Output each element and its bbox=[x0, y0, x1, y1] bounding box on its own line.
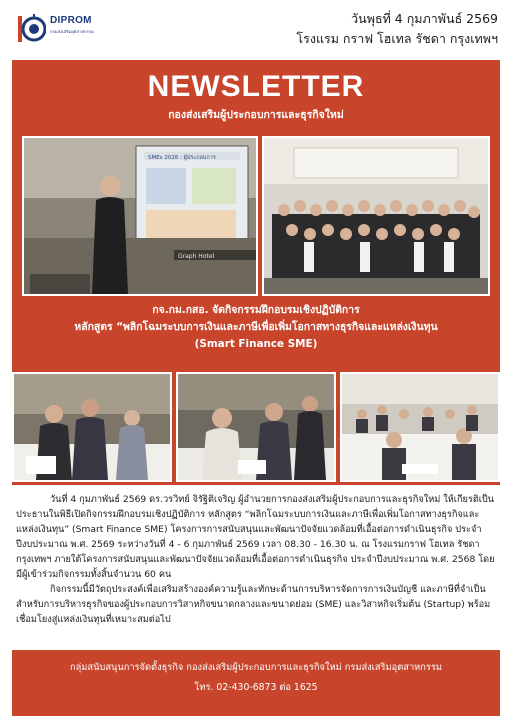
logo-subtitle: กรมส่งเสริมอุตสาหกรรม bbox=[50, 29, 94, 34]
logo-name: DIPROM bbox=[50, 15, 92, 26]
newsletter-title: NEWSLETTER bbox=[147, 70, 365, 103]
photo-training-room bbox=[340, 372, 500, 482]
photo-group bbox=[262, 136, 490, 296]
contact-footer bbox=[12, 650, 500, 716]
event-venue: โรงแรม กราฟ โฮเทล รัชดา กรุงเทพฯ bbox=[296, 31, 498, 46]
newsletter-subtitle: กองส่งเสริมผู้ประกอบการและธุรกิจใหม่ bbox=[168, 109, 344, 121]
event-title-line-1: กจ.กม.กสอ. จัดกิจกรรมฝึกอบรมเชิงปฏิบัติการ bbox=[152, 304, 360, 316]
page-header bbox=[0, 0, 512, 58]
article-body bbox=[16, 492, 496, 627]
presentation-slide-text: SMEs 2026 : ผู้ประกอบการ bbox=[148, 155, 216, 161]
footer-organization: กลุ่มสนับสนุนการจัดตั้งธุรกิจ กองส่งเสริมผู้ประกอบการและธุรกิจใหม่ กรมส่งเสริมอุตสาหกรรม bbox=[69, 662, 443, 673]
photo-participants-table bbox=[12, 372, 172, 482]
diprom-logo-mark bbox=[16, 12, 46, 46]
event-title-line-3: (Smart Finance SME) bbox=[194, 338, 318, 350]
photo-workshop-discussion bbox=[176, 372, 336, 482]
event-title bbox=[12, 302, 500, 353]
event-date: วันพุธที่ 4 กุมภาพันธ์ 2569 bbox=[351, 11, 498, 26]
newsletter-banner bbox=[12, 60, 500, 485]
diprom-logo bbox=[16, 12, 146, 48]
article-paragraph-2: กิจกรรมนี้มีวัตถุประสงค์เพื่อเสริมสร้างองค์ความรู้และทักษะด้านการบริหารจัดการการเงินบัญชี และภาษีที่จำเป็นสำหรับการบริหารธุรกิจของผู้ประกอบการวิสาหกิจขนาดกลางและขนาดย่อม (SME) และวิสาหกิจเริ่มต้น (Startup) พร้อมเชื่อมโยงสู่แหล่งเงินทุนที่เหมาะสมต่อไป bbox=[16, 584, 491, 625]
event-title-line-2: หลักสูตร “พลิกโฉมระบบการเงินและภาษีเพื่อเพิ่มโอกาสทางธุรกิจและแหล่งเงินทุน bbox=[74, 321, 438, 333]
article-paragraph-1: วันที่ 4 กุมภาพันธ์ 2569 ดร.วรวิทย์ จิรัฐิติเจริญ ผู้อำนวยการกองส่งเสริมผู้ประกอบการและธุรกิจใหม่ ให้เกียรติเป็นประธานในพิธีเปิดกิจกรรมฝึกอบรมเชิงปฏิบัติการ หลักสูตร “พลิกโฉมระบบการเงินและภาษีเพื่อเพิ่มโอกาสทางธุรกิจและแหล่งเงินทุน” (Smart Finance SME) โครงการการสนับสนุนและพัฒนาปัจจัยแวดล้อมที่เอื้อต่อการดำเนินธุรกิจ ประจำปีงบประมาณ พ.ศ. 2569 ระหว่างวันที่ 4 - 6 กุมภาพันธ์ 2569 เวลา 08.30 - 16.30 น. ณ โรงแรมกราฟ โฮเทล รัชดา กรุงเทพฯ ภายใต้โครงการสนับสนุนและพัฒนาปัจจัยแวดล้อมที่เอื้อต่อการดำเนินธุรกิจ ประจำปีงบประมาณ พ.ศ. 2568 โดยมีผู้เข้าร่วมกิจกรรมทั้งสิ้นจำนวน 60 คน bbox=[16, 494, 495, 580]
photo-speaker-presentation bbox=[22, 136, 258, 296]
backdrop-text: Graph Hotel bbox=[178, 253, 215, 260]
footer-phone: โทร. 02-430-6873 ต่อ 1625 bbox=[194, 682, 318, 693]
